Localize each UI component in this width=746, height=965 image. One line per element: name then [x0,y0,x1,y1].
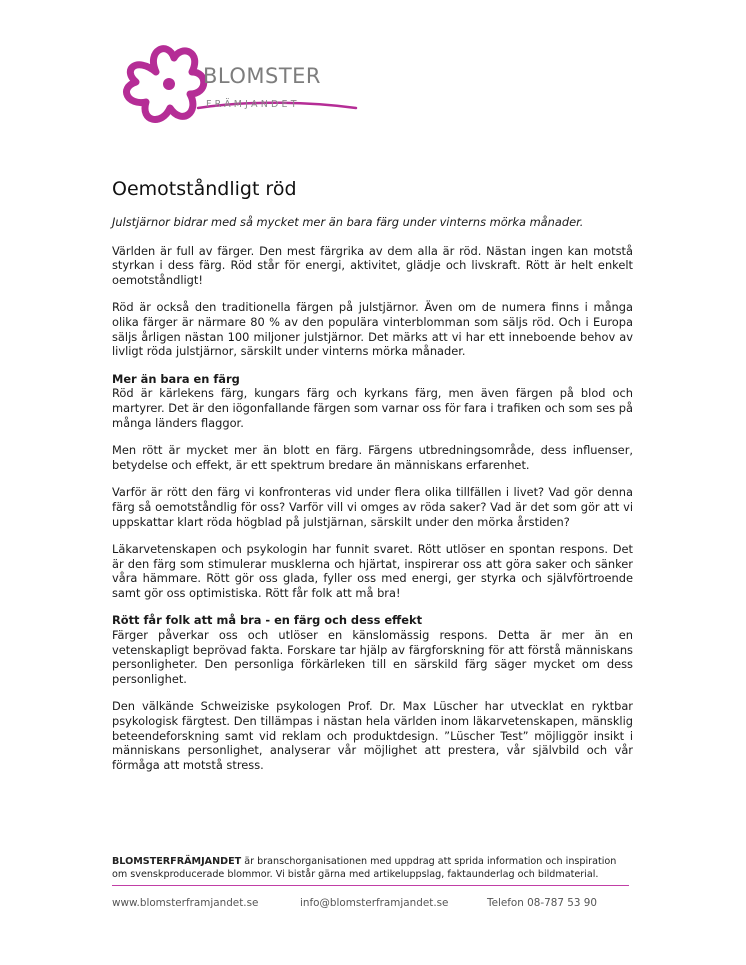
boilerplate-text: är branschorganisationen med uppdrag att sprida information och inspiration om svenskproducerade blommor. Vi bistår gärna med artikeluppslag, faktaunderlag och bildmaterial. [112,856,617,880]
paragraph-7: Färger påverkar oss och utlöser en känslomässig respons. Detta är mer än en vetenskapligt beprövad fakta. Forskare tar hjälp av färgforskning för att förstå människans personligheter. Den personliga förkärleken till en särskild färg säger mycket om dess personlighet. [112,628,633,686]
footer-email-link[interactable]: info@blomsterframjandet.se [300,897,449,909]
article-lead: Julstjärnor bidrar med så mycket mer än bara färg under vinterns mörka månader. [112,215,584,229]
paragraph-8: Den välkände Schweiziske psykologen Prof. Dr. Max Lüscher har utvecklat en ryktbar psykologisk färgtest. Den tillämpas i nästan hela världen inom läkarvetenskapen, mänsklig beteendeforskning samt vid reklam och produktdesign. ”Lüscher Test” möjliggör insikt i människans personlighet, analyserar vår möjlighet att prestera, vår självbild och vår förmåga att motstå stress. [112,699,633,772]
paragraph-4: Men rött är mycket mer än blott en färg. Färgens utbredningsområde, dess influenser, betydelse och effekt, är ett spektrum bredare än människans erfarenhet. [112,443,633,472]
footer-website-link[interactable]: www.blomsterframjandet.se [112,897,259,909]
section-heading-2: Rött får folk att må bra - en färg och dess effekt [112,613,423,628]
footer-phone: Telefon 08-787 53 90 [487,897,598,909]
brand-name: BLOMSTER [203,64,322,88]
footer-divider [112,885,629,886]
paragraph-2: Röd är också den traditionella färgen på julstjärnor. Även om de numera finns i många olika färger är närmare 80 % av den populära vinterblomman som säljs röd. Och i Europa säljs årligen nästan 100 miljoner julstjärnor. Det märks att vi har ett inneboende behov av livligt röda julstjärnor, särskilt under vinterns mörka månader. [112,300,633,359]
paragraph-3: Röd är kärlekens färg, kungars färg och kyrkans färg, men även färgen på blod och martyrer. Det är den iögonfallande färgen som varnar oss för fara i trafiken och som ses på många länders flaggor. [112,386,633,430]
section-1 [112,372,633,430]
article [112,176,633,785]
article-title: Oemotståndligt röd [112,178,297,200]
brand-subtitle: FRÄMJANDET [206,99,300,110]
paragraph-1: Världen är full av färger. Den mest färgrika av dem alla är röd. Nästan ingen kan motstå styrkan i dess färg. Röd står för energi, aktivitet, glädje och livskraft. Rött är helt enkelt oemotståndligt! [112,243,633,287]
boilerplate-org: BLOMSTERFRÄMJANDET [112,856,242,867]
section-heading-1: Mer än bara en färg [112,371,240,386]
section-2 [112,613,633,686]
paragraph-6: Läkarvetenskapen och psykologin har funnit svaret. Rött utlöser en spontan respons. Det är den färg som stimulerar musklerna och hjärtat, inspirerar oss att göra saker och sänker våra hämmare. Rött gör oss glada, fyller oss med energi, ger styrka och självförtroende samt gör oss optimistiska. Rött får folk att må bra! [112,542,633,600]
boilerplate [112,856,633,882]
paragraph-5: Varför är rött den färg vi konfronteras vid under flera olika tillfällen i livet? Vad gör denna färg så oemotståndlig för oss? Varför vill vi omges av röda saker? Vad är det som gör att vi uppskattar klart röda högblad på julstjärnan, särskilt under den mörka årstiden? [112,485,633,529]
brand-logo [112,42,362,128]
